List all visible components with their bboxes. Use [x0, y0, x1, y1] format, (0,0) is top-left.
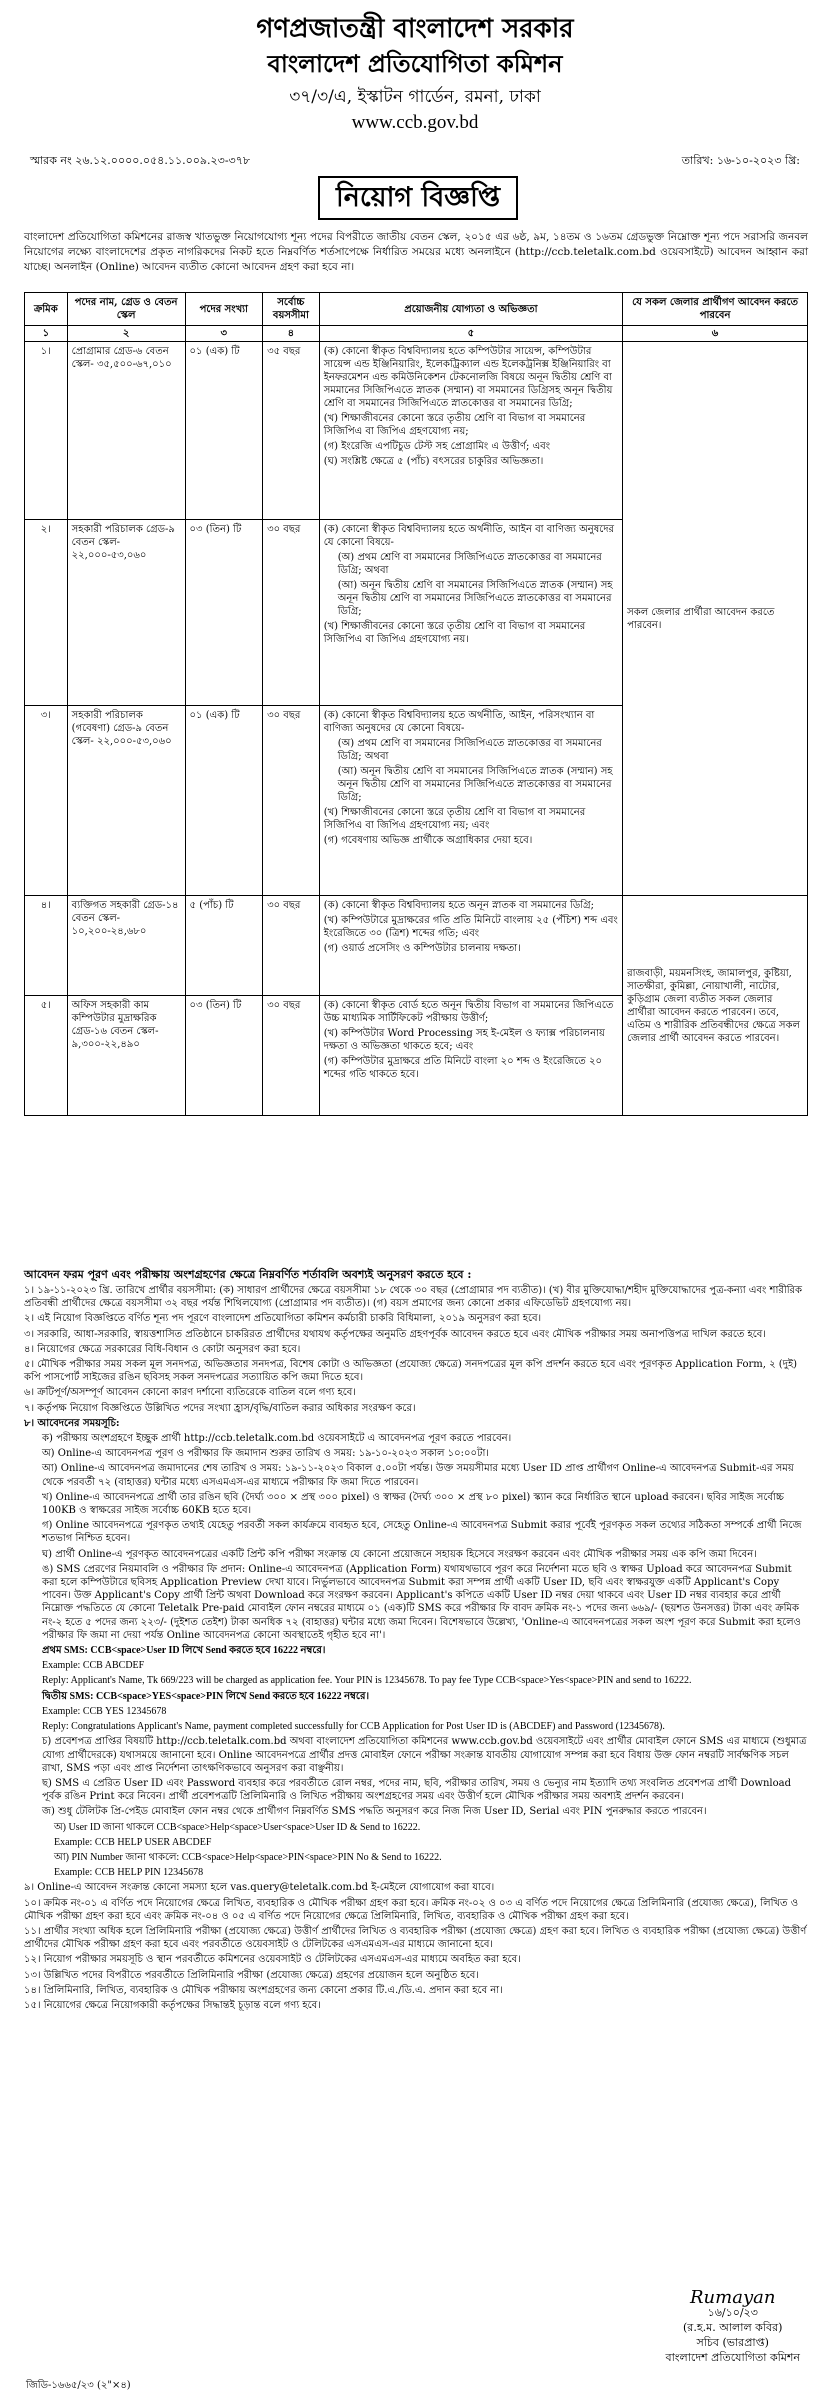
- table-row: [25, 896, 808, 996]
- qualification-item: (খ) কম্পিউটার Word Processing সহ ই-মেইল ও ফ্যাক্স পরিচালনায় দক্ষতা ও অভিজ্ঞতা থাকতে হবে; এবং: [323, 1028, 605, 1052]
- row-serial: ২।: [25, 520, 68, 706]
- qualification-item: (গ) ওয়ার্ড প্রসেসিং ও কম্পিউটার চালনায় দক্ষতা।: [323, 943, 521, 954]
- row-age: ৩০ বছর: [263, 896, 320, 996]
- col-header-age: সর্বোচ্চ বয়সসীমা: [263, 293, 320, 326]
- sms-reply: Reply: Applicant's Name, Tk 669/223 will be charged as application fee. Your PIN is 12345678. To pay fee Type CCB<space>Yes<space>PIN and send to 16222.: [42, 1675, 692, 1687]
- row-qualifications: [319, 896, 622, 996]
- organization-address: ৩৭/৩/এ, ইস্কাটন গার্ডেন, রমনা, ঢাকা: [289, 87, 541, 107]
- table-row: [25, 342, 808, 520]
- qualification-item: (আ) অনূন দ্বিতীয় শ্রেণি বা সমমানের সিজিপিএতে স্নাতক (সম্মান) সহ অনূন দ্বিতীয় শ্রেণি বা সমমানের সিজিপিএতে স্নাতকোত্তর বা সমমানের ডিগ্রি;: [337, 766, 613, 803]
- row-serial: ৩।: [25, 706, 68, 896]
- notice-date: তারিখ: ১৬-১০-২০২৩ খ্রি:: [681, 154, 800, 167]
- col-number: ১: [25, 326, 68, 342]
- instruction-item: ১০। ক্রমিক নং-০১ এ বর্ণিত পদে নিয়োগের ক্ষেত্রে লিখিত, ব্যবহারিক ও মৌখিক পরীক্ষা গ্রহণ করা হবে। ক্রমিক নং-০২ ও ০৩ এ বর্ণিত পদে নিয়োগের ক্ষেত্রে প্রিলিমিনারি (প্রযোজ্য ক্ষেত্রে), লিখিত ও মৌখিক পরীক্ষা গ্রহণ করা হবে এবং ক্রমিক নং-০৪ ও ০৫ এ বর্ণিত পদে নিয়োগের ক্ষেত্রে প্রিলিমিনারি, লিখিত, ব্যবহারিক ও মৌখিক পরীক্ষা গ্রহণ করা হবে।: [24, 1897, 799, 1922]
- instruction-item: খ) Online-এ আবেদনপত্রে প্রার্থী তার রঙিন ছবি (দৈর্ঘ্য ৩০০ × প্রস্থ ৩০০ pixel) ও স্বাক্ষর (দৈর্ঘ্য ৩০০ × প্রস্থ ৮০ pixel) স্ক্যান করে নির্ধারিত স্থানে upload করবেন। ছবির সাইজ সর্বোচ্চ 100KB ও স্বাক্ষরের সাইজ সর্বোচ্চ 60KB হতে হবে।: [42, 1491, 784, 1517]
- instruction-item: ১২। নিয়োগ পরীক্ষার সময়সূচি ও স্থান পরবর্তীতে কমিশনের ওয়েবসাইট ও টেলিটকের এসএমএস-এর মাধ্যমে অবহিত করা হবে।: [24, 1954, 521, 1966]
- instruction-item: ১৪। প্রিলিমিনারি, লিখিত, ব্যবহারিক ও মৌখিক পরীক্ষায় অংশগ্রহণের জন্য কোনো প্রকার টি.এ./ডি.এ. প্রদান করা হবে না।: [24, 1984, 503, 1996]
- signature-date: ১৬/১০/২৩: [707, 2306, 758, 2319]
- qualification-item: (খ) শিক্ষাজীবনের কোনো স্তরে তৃতীয় শ্রেণি বা বিভাগ বা সমমানের সিজিপিএ বা জিপিএ গ্রহণযোগ্য নয়।: [323, 621, 586, 645]
- qualification-item: (ক) কোনো স্বীকৃত বিশ্ববিদ্যালয় হতে কম্পিউটার সায়েন্স, কম্পিউটার সায়েন্স এন্ড ইঞ্জিনিয়ারিং, ইলেকট্রিক্যাল এন্ড ইলেকট্রনিক্স ইঞ্জিনিয়ারিং বা ইনফরমেশন এন্ড কমিউনিকেশন টেকনোলজি বিষয়ে অনূন দ্বিতীয় শ্রেণি বা সমমানের সিজিপিএতে স্নাতক (সম্মান) বা সমমানের ডিগ্রিসহ অনূন দ্বিতীয় শ্রেণি বা সমমানের সিজিপিএতে স্নাতকোত্তর বা সমমানের ডিগ্রি;: [323, 346, 613, 409]
- instructions-list: [24, 1284, 808, 2014]
- col-number: ৬: [623, 326, 808, 342]
- row-count: ০৩ (তিন) টি: [185, 996, 263, 1116]
- qualification-item: (আ) অনূন দ্বিতীয় শ্রেণি বা সমমানের সিজিপিএতে স্নাতক (সম্মান) সহ অনূন দ্বিতীয় শ্রেণি বা সমমানের সিজিপিএতে স্নাতকোত্তর বা সমমানের ডিগ্রি;: [337, 580, 613, 617]
- instruction-item: ঙ) SMS প্রেরণের নিয়মাবলি ও পরীক্ষার ফি প্রদান: Online-এ আবেদনপত্র (Application Form) যথাযথভাবে পূরণ করে নির্দেশনা মতে ছবি ও স্বাক্ষর Upload করে আবেদনপত্র Submit করা হলে কম্পিউটারে ছবিসহ Application Preview দেখা যাবে। নির্ভুলভাবে আবেদনপত্র Submit করা সম্পন্ন প্রার্থী একটি User ID, ছবি এবং স্বাক্ষরযুক্ত একটি Applicant's Copy পাবেন। উক্ত Applicant's Copy প্রার্থী প্রিন্ট অথবা Download করে সংরক্ষণ করবেন। Applicant's কপিতে একটি User ID নম্বর দেয়া থাকবে এবং User ID নম্বর ব্যবহার করে প্রার্থী নিম্নোক্ত পদ্ধতিতে যে কোনো Teletalk Pre-paid মোবাইল ফোন নম্বরের মাধ্যমে ০১ (এক)টি SMS করে পরীক্ষার ফি বাবদ ক্রমিক নং-১ পদের জন্য ৬৬৯/- (ছয়শত উনসত্তর) টাকা এবং ক্রমিক নং-২ হতে ৫ পদের জন্য ২২৩/- (দুইশত তেইশ) টাকা অনধিক ৭২ (বাহাত্তর) ঘন্টার মধ্যে জমা দিবেন। বিশেষভাবে উল্লেখ্য, 'Online-এ আবেদনপত্রের সকল অংশ পূরণ করে Submit করা হলেও পরীক্ষার ফি জমা না দেয়া পর্যন্ত Online আবেদনপত্র কোনো অবস্থাতেই গৃহীত হবে না'।: [42, 1563, 801, 1641]
- sms-step: প্রথম SMS: CCB<space>User ID লিখে Send করতে হবে 16222 নম্বরে।: [42, 1645, 326, 1657]
- instruction-item: ১৫। নিয়োগের ক্ষেত্রে নিয়োগকারী কর্তৃপক্ষের সিদ্ধান্তই চূড়ান্ত বলে গণ্য হবে।: [24, 1999, 321, 2011]
- row-serial: ১।: [25, 342, 68, 520]
- instructions-heading: আবেদন ফরম পূরণ এবং পরীক্ষায় অংশগ্রহণের ক্ষেত্রে নিম্নবর্ণিত শর্তাবলি অবশ্যই অনুসরণ করতে হবে :: [24, 1268, 472, 1281]
- sms-example: Example: CCB HELP USER ABCDEF: [54, 1836, 212, 1848]
- instruction-item: অ) Online-এ আবেদনপত্র পূরণ ও পরীক্ষার ফি জমাদান শুরুর তারিখ ও সময়: ১৯-১০-২০২৩ সকাল ১০:০০টা।: [42, 1448, 489, 1460]
- sms-reply: Reply: Congratulations Applicant's Name, payment completed successfully for CCB Application for Post User ID is (ABCDEF) and Password (12345678).: [42, 1721, 665, 1733]
- instruction-item: ১১। প্রার্থীর সংখ্যা অধিক হলে প্রিলিমিনারি পরীক্ষা (প্রযোজ্য ক্ষেত্রে) উত্তীর্ণ প্রার্থীদের লিখিত ও ব্যবহারিক পরীক্ষা (প্রযোজ্য ক্ষেত্রে) গ্রহণ করা হবে। লিখিত ও ব্যবহারিক পরীক্ষা (প্রযোজ্য ক্ষেত্রে) উত্তীর্ণ প্রার্থীদের মৌখিক পরীক্ষা গ্রহণ করা হবে এবং পরবর্তীতে ওয়েবসাইট ও টেলিটকের এসএমএস-এর মাধ্যমে জানানো হবে।: [24, 1925, 807, 1951]
- signature-block: [665, 2287, 800, 2365]
- row-districts-all: সকল জেলার প্রার্থীরা আবেদন করতে পারবেন।: [623, 342, 808, 896]
- col-number: ২: [67, 326, 185, 342]
- instruction-item: ৬। ক্রটিপূর্ণ/অসম্পূর্ণ আবেদন কোনো কারণ দর্শানো ব্যতিরেকে বাতিল বলে গণ্য হবে।: [24, 1387, 356, 1399]
- row-count: ০১ (এক) টি: [185, 706, 263, 896]
- row-serial: ৪।: [25, 896, 68, 996]
- row-age: ৩০ বছর: [263, 706, 320, 896]
- qualification-item: (গ) কম্পিউটার মুদ্রাক্ষরে প্রতি মিনিটে বাংলা ২০ শব্দ ও ইংরেজিতে ২০ শব্দের গতি থাকতে হবে।: [323, 1056, 602, 1080]
- qualification-item: (গ) ইংরেজি এপটিচুড টেস্ট সহ প্রোগ্রামিং এ উত্তীর্ণ; এবং: [323, 441, 551, 452]
- col-number: ৫: [319, 326, 622, 342]
- row-qualifications: [319, 520, 622, 706]
- qualification-item: (খ) কম্পিউটারে মুদ্রাক্ষরের গতি প্রতি মিনিটে বাংলায় ২৫ (পঁচিশ) শব্দ এবং ইংরেজিতে ৩০ (ত্রিশ) শব্দের গতি; এবং: [323, 915, 618, 939]
- instruction-item: জ) শুধু টেলিটক প্রি-পেইড মোবাইল ফোন নম্বর থেকে প্রার্থীগণ নিম্নবর্ণিত SMS পদ্ধতি অনুসরণ করে নিজ নিজ User ID, Serial এবং PIN পুনরুদ্ধার করতে পারবেন।: [42, 1806, 707, 1818]
- instruction-item: ৭। কর্তৃপক্ষ নিয়োগ বিজ্ঞপ্তিতে উল্লিখিত পদের সংখ্যা হ্রাস/বৃদ্ধি/বাতিল করার অধিকার সংরক্ষণ করে।: [24, 1402, 416, 1414]
- instruction-item: ৪। নিয়োগের ক্ষেত্রে সরকারের বিধি-বিধান ও কোটা অনুসরণ করা হবে।: [24, 1343, 301, 1355]
- instruction-item: ৩। সরকারি, আধা-সরকারি, স্বায়ত্তশাসিত প্রতিষ্ঠানে চাকরিরত প্রার্থীদের যথাযথ কর্তৃপক্ষের অনুমতি গ্রহণপূর্বক আবেদন করতে হবে এবং মৌখিক পরীক্ষার সময় অনাপত্তিপত্র দাখিল করতে হবে।: [24, 1328, 766, 1340]
- row-qualifications: [319, 706, 622, 896]
- instruction-item: ৮। আবেদনের সময়সূচি:: [24, 1417, 120, 1429]
- sms-step: দ্বিতীয় SMS: CCB<space>YES<space>PIN লিখে Send করতে হবে 16222 নম্বরে।: [42, 1690, 370, 1702]
- col-header-qualification: প্রয়োজনীয় যোগ্যতা ও অভিজ্ঞতা: [319, 293, 622, 326]
- row-post: সহকারী পরিচালক গ্রেড-৯ বেতন স্কেল- ২২,০০০-৫৩,০৬০: [67, 520, 185, 706]
- qualification-item: (অ) প্রথম শ্রেণি বা সমমানের সিজিপিএতে স্নাতকোত্তর বা সমমানের ডিগ্রি; অথবা: [337, 552, 602, 576]
- qualification-item: (খ) শিক্ষাজীবনের কোনো স্তরে তৃতীয় শ্রেণি বা বিভাগ বা সমমানের সিজিপিএ বা জিপিএ গ্রহণযোগ্য নয়;: [323, 413, 586, 437]
- footer-gd-number: জিডি-১৬৬৫/২৩ (২"×৪): [26, 2380, 131, 2391]
- row-qualifications: [319, 996, 622, 1116]
- intro-paragraph: বাংলাদেশ প্রতিযোগিতা কমিশনের রাজস্ব খাতভুক্ত নিয়োগযোগ্য শূন্য পদের বিপরীতে জাতীয় বেতন স্কেল, ২০১৫ এর ৬ষ্ঠ, ৯ম, ১৪তম ও ১৬তম গ্রেডভুক্ত নিম্নোক্ত শূন্য পদে সরাসরি জনবল নিয়োগের লক্ষ্যে বাংলাদেশের প্রকৃত নাগরিকদের নিকট হতে নিম্নবর্ণিত শর্তসাপেক্ষে নির্ধারিত সময়ের মধ্যে অনলাইনে (http://ccb.teletalk.com.bd ওয়েবসাইটে) আবেদন আহ্বান করা যাচ্ছে। অনলাইন (Online) আবেদন ব্যতীত কোনো আবেদন গ্রহণ করা হবে না।: [24, 231, 808, 273]
- qualification-item: (অ) প্রথম শ্রেণি বা সমমানের সিজিপিএতে স্নাতকোত্তর বা সমমানের ডিগ্রি; অথবা: [337, 738, 602, 762]
- col-header-count: পদের সংখ্যা: [185, 293, 263, 326]
- sms-example: Example: CCB ABCDEF: [42, 1660, 145, 1672]
- signature: Rumayan: [690, 2287, 776, 2308]
- row-post: প্রোগ্রামার গ্রেড-৬ বেতন স্কেল- ৩৫,৫০০-৬৭,০১০: [67, 342, 185, 520]
- qualification-item: (ক) কোনো স্বীকৃত বিশ্ববিদ্যালয় হতে অনূন স্নাতক বা সমমানের ডিগ্রি;: [323, 900, 594, 911]
- row-count: ৫ (পাঁচ) টি: [185, 896, 263, 996]
- sms-step: আ) PIN Number জানা থাকলে: CCB<space>Help<space>PIN<space>PIN No & Send to 16222.: [54, 1851, 442, 1863]
- instruction-item: ৯। Online-এ আবেদন সংক্রান্ত কোনো সমস্যা হলে vas.query@teletalk.com.bd ই-মেইলে যোগাযোগ করা যাবে।: [24, 1882, 495, 1894]
- qualification-item: (গ) গবেষণায় অভিজ্ঞ প্রার্থীকে অগ্রাধিকার দেয়া হবে।: [323, 835, 533, 846]
- instruction-item: ছ) SMS এ প্রেরিত User ID এবং Password ব্যবহার করে পরবর্তীতে রোল নম্বর, পদের নাম, ছবি, পরীক্ষার তারিখ, সময় ও ভেন্যুর নাম ইত্যাদি তথ্য সংবলিত প্রবেশপত্র প্রার্থী Download পূর্বক রঙিন Print করে নিবেন। প্রার্থী প্রবেশপত্রটি প্রিলিমিনারি ও লিখিত পরীক্ষায় অংশগ্রহণের সময় এবং উত্তীর্ণ হলে মৌখিক পরীক্ষার সময় অবশ্যই প্রদর্শন করবেন।: [42, 1777, 791, 1803]
- sms-example: Example: CCB HELP PIN 12345678: [54, 1867, 204, 1879]
- notice-title: নিয়োগ বিজ্ঞপ্তি: [318, 176, 518, 220]
- col-header-districts: যে সকল জেলার প্রার্থীগণ আবেদন করতে পারবেন: [623, 293, 808, 326]
- qualification-item: (ঘ) সংশ্লিষ্ট ক্ষেত্রে ৫ (পাঁচ) বৎসরের চাকুরির অভিজ্ঞতা।: [323, 456, 544, 467]
- row-post: সহকারী পরিচালক (গবেষণা) গ্রেড-৯ বেতন স্কেল- ২২,০০০-৫৩,০৬০: [67, 706, 185, 896]
- instruction-item: ১৩। উল্লিখিত পদের বিপরীতে পরবর্তীতে প্রিলিমিনারি পরীক্ষা (প্রযোজ্য ক্ষেত্রে) গ্রহণের প্রয়োজন হলে অনুষ্ঠিত হবে।: [24, 1969, 479, 1981]
- qualification-item: (ক) কোনো স্বীকৃত বোর্ড হতে অনূন দ্বিতীয় বিভাগ বা সমমানের জিপিএতে উচ্চ মাধ্যমিক সার্টিফিকেট পরীক্ষায় উত্তীর্ণ;: [323, 1000, 614, 1024]
- instruction-item: ৫। মৌখিক পরীক্ষার সময় সকল মূল সনদপত্র, অভিজ্ঞতার সনদপত্র, বিশেষ কোটা ও অভিজ্ঞতা (প্রযোজ্য ক্ষেত্রে) সনদপত্রের মূল কপি প্রদর্শন করতে হবে এবং পূরণকৃত Application Form, ২ (দুই) কপি পাসপোর্ট সাইজের রঙিন ছবিসহ সকল সনদপত্রের সত্যায়িত কপি জমা দিতে হবে।: [24, 1359, 798, 1384]
- col-number: ৩: [185, 326, 263, 342]
- col-header-serial: ক্রমিক: [25, 293, 68, 326]
- instruction-item: ১। ১৯-১১-২০২৩ খ্রি. তারিখে প্রার্থীর বয়সসীমা: (ক) সাধারণ প্রার্থীদের ক্ষেত্রে বয়সসীমা ১৮ থেকে ৩০ বছর (প্রোগ্রামার পদ ব্যতীত)। (খ) বীর মুক্তিযোদ্ধা/শহীদ মুক্তিযোদ্ধাদের পুত্র-কন্যা এবং শারীরিক প্রতিবন্ধী প্রার্থীদের ক্ষেত্রে বয়সসীমা ৩২ বছর পর্যন্ত শিথিলযোগ্য (প্রোগ্রামার পদ ব্যতীত)। (গ) বয়স প্রমাণের জন্য কোনো প্রকার এফিডেভিট গ্রহণযোগ্য নয়।: [24, 1285, 803, 1310]
- row-districts-restricted: রাজবাড়ী, ময়মনসিংহ, জামালপুর, কুষ্টিয়া, সাতক্ষীরা, কুমিল্লা, নোয়াখালী, নাটোর, কুড়িগ্রাম জেলা ব্যতীত সকল জেলার প্রার্থীরা আবেদন করতে পারবেন। তবে, এতিম ও শারীরিক প্রতিবন্ধীদের ক্ষেত্রে সকল জেলার প্রার্থী আবেদন করতে পারবেন।: [623, 896, 808, 1116]
- row-age: ৩৫ বছর: [263, 342, 320, 520]
- qualification-item: (ক) কোনো স্বীকৃত বিশ্ববিদ্যালয় হতে অর্থনীতি, আইন বা বাণিজ্য অনুষদের যে কোনো বিষয়ে-: [323, 524, 615, 548]
- qualification-item: (খ) শিক্ষাজীবনের কোনো স্তরে তৃতীয় শ্রেণি বা বিভাগ বা সমমানের সিজিপিএ বা জিপিএ গ্রহণযোগ্য নয়; এবং: [323, 807, 586, 831]
- row-count: ০১ (এক) টি: [185, 342, 263, 520]
- sms-step: অ) User ID জানা থাকলে CCB<space>Help<space>User<space>User ID & Send to 16222.: [54, 1821, 421, 1833]
- row-post: ব্যক্তিগত সহকারী গ্রেড-১৪ বেতন স্কেল- ১০,২০০-২৪,৬৮০: [67, 896, 185, 996]
- instruction-item: চ) প্রবেশপত্র প্রাপ্তির বিষয়টি http://ccb.teletalk.com.bd অথবা বাংলাদেশ প্রতিযোগিতা কমিশনের www.ccb.gov.bd ওয়েবসাইটে এবং প্রার্থীর মোবাইল ফোনে SMS এর মাধ্যমে (শুধুমাত্র যোগ্য প্রার্থীদেরকে) যথাসময়ে জানানো হবে। Online আবেদনপত্রে প্রার্থীর প্রদত্ত মোবাইল ফোনে পরীক্ষা সংক্রান্ত যাবতীয় যোগাযোগ সম্পন্ন করা হবে বিধায় উক্ত ফোন নম্বরটি সার্বক্ষণিক সচল রাখা, SMS পড়া এবং প্রাপ্ত নির্দেশনা তাৎক্ষণিকভাবে অনুসরণ করা বাঞ্ছনীয়।: [42, 1736, 807, 1774]
- qualification-item: (ক) কোনো স্বীকৃত বিশ্ববিদ্যালয় হতে অর্থনীতি, আইন, পরিসংখ্যান বা বাণিজ্য অনুষদের যে কোনো বিষয়ে-: [323, 710, 595, 734]
- row-serial: ৫।: [25, 996, 68, 1116]
- col-number: ৪: [263, 326, 320, 342]
- instruction-item: গ) Online আবেদনপত্রে পূরণকৃত তথ্যই যেহেতু পরবর্তী সকল কার্যক্রমে ব্যবহৃত হবে, সেহেতু Online-এ আবেদনপত্র Submit করার পূর্বেই পূরণকৃত সকল তথ্যের সঠিকতা সম্পর্কে প্রার্থী নিজে শতভাগ নিশ্চিত হবেন।: [42, 1520, 802, 1545]
- col-header-post: পদের নাম, গ্রেড ও বেতন স্কেল: [67, 293, 185, 326]
- instruction-item: ক) পরীক্ষায় অংশগ্রহণে ইচ্ছুক প্রার্থী http://ccb.teletalk.com.bd ওয়েবসাইটে এ আবেদনপত্র পূরণ করতে পারবেন।: [42, 1433, 512, 1445]
- vacancy-table: [24, 292, 808, 1116]
- row-age: ৩০ বছর: [263, 520, 320, 706]
- row-count: ০৩ (তিন) টি: [185, 520, 263, 706]
- instruction-item: ঘ) প্রার্থী Online-এ পূরণকৃত আবেদনপত্রের একটি প্রিন্ট কপি পরীক্ষা সংক্রান্ত যে কোনো প্রয়োজনে সহায়ক হিসেবে সংরক্ষণ করবেন এবং মৌখিক পরীক্ষার সময় এক কপি জমা দিবেন।: [42, 1548, 757, 1560]
- row-qualifications: [319, 342, 622, 520]
- memo-number: স্মারক নং ২৬.১২.০০০০.০৫৪.১১.০০৯.২৩-৩৭৮: [30, 154, 250, 167]
- government-heading: গণপ্রজাতন্ত্রী বাংলাদেশ সরকার: [256, 14, 574, 44]
- organization-heading: বাংলাদেশ প্রতিযোগিতা কমিশন: [267, 49, 563, 78]
- instruction-item: আ) Online-এ আবেদনপত্র জমাদানের শেষ তারিখ ও সময়: ১৯-১১-২০২৩ বিকাল ৫.০০টা পর্যন্ত। উক্ত সময়সীমার মধ্যে User ID প্রাপ্ত প্রার্থীগণ Online-এ আবেদনপত্র Submit-এর সময় থেকে পরবর্তী ৭২ (বাহাত্তর) ঘন্টার মধ্যে এসএমএস-এর মাধ্যমে পরীক্ষার ফি জমা দিতে পারবেন।: [42, 1463, 794, 1488]
- instruction-item: ২। এই নিয়োগ বিজ্ঞপ্তিতে বর্ণিত শূন্য পদ পূরণে বাংলাদেশ প্রতিযোগিতা কমিশন কর্মচারী চাকরি বিধিমালা, ২০১৯ অনুসরণ করা হবে।: [24, 1313, 542, 1325]
- signatory-organization: বাংলাদেশ প্রতিযোগিতা কমিশন: [665, 2351, 800, 2364]
- organization-website[interactable]: www.ccb.gov.bd: [351, 112, 479, 133]
- row-age: ৩০ বছর: [263, 996, 320, 1116]
- signatory-name: (র.হ.ম. আলাল কবির): [683, 2321, 783, 2334]
- row-post: অফিস সহকারী কাম কম্পিউটার মুদ্রাক্ষরিক গ্রেড-১৬ বেতন স্কেল- ৯,৩০০-২২,৪৯০: [67, 996, 185, 1116]
- sms-example: Example: CCB YES 12345678: [42, 1705, 167, 1717]
- signatory-designation: সচিব (ভারপ্রাপ্ত): [696, 2336, 769, 2349]
